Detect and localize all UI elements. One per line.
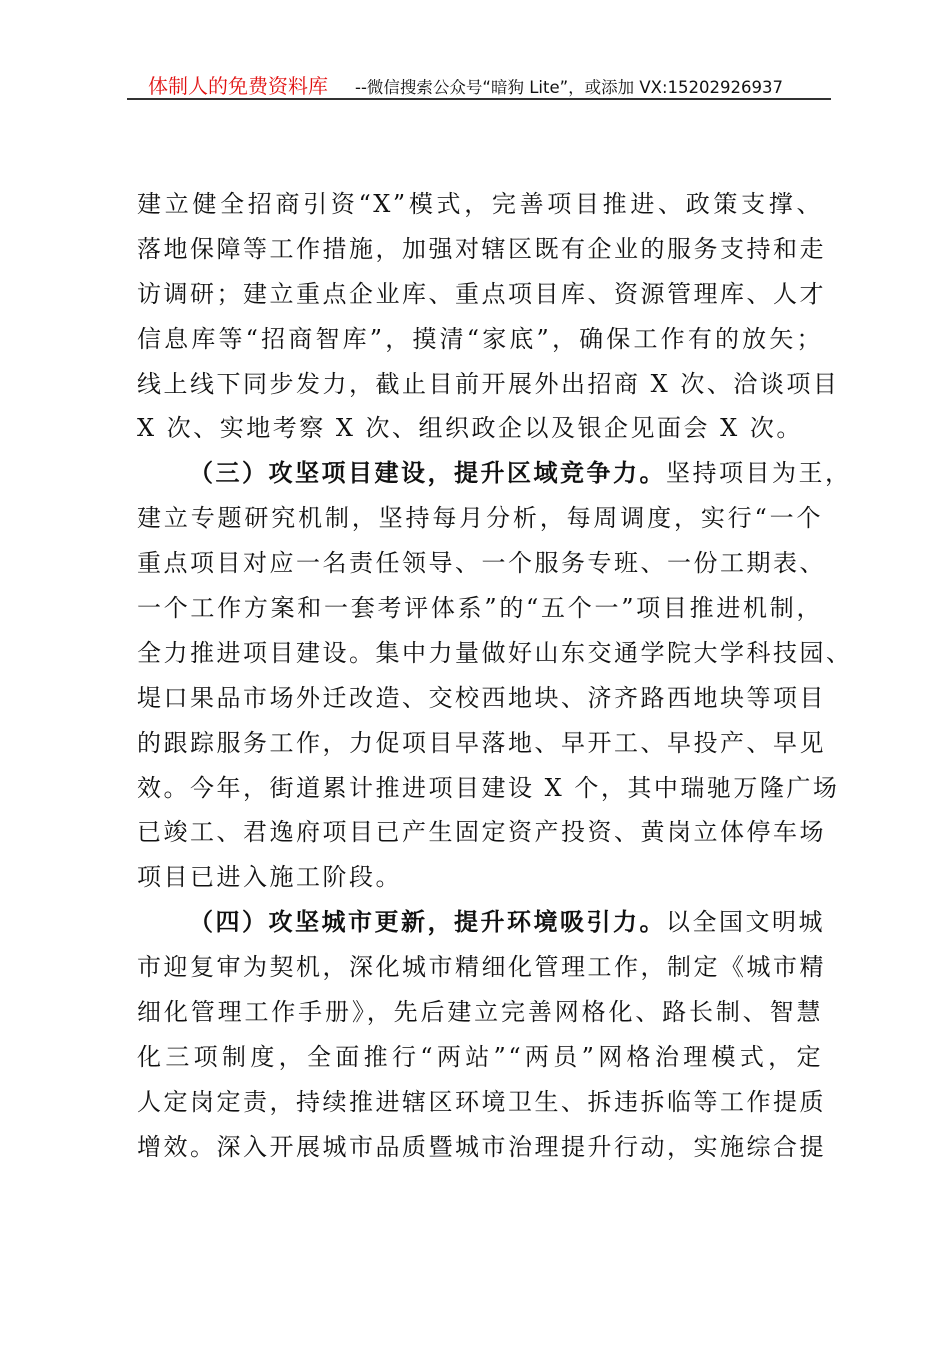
text-line: 已竣工、君逸府项目已产生固定资产投资、黄岗立体停车场 — [137, 818, 826, 847]
text-line: 建立专题研究机制，坚持每月分析，每周调度，实行“一个 — [137, 504, 823, 533]
paragraph-2 — [137, 451, 853, 900]
text-span: 以全国文明城 — [666, 908, 825, 937]
text-line: 市迎复审为契机，深化城市精细化管理工作，制定《城市精 — [137, 953, 826, 982]
text-line: 重点项目对应一名责任领导、一个服务专班、一份工期表、 — [137, 549, 826, 578]
text-line: 人定岗定责，持续推进辖区环境卫生、拆违拆临等工作提质 — [137, 1087, 826, 1116]
text-line: 效。今年，街道累计推进项目建设 X 个，其中瑞驰万隆广场 — [137, 773, 840, 802]
text-line: 访调研；建立重点企业库、重点项目库、资源管理库、人才 — [137, 279, 826, 308]
text-line: 线上线下同步发力，截止目前开展外出招商 X 次、洽谈项目 — [137, 369, 840, 398]
text-line: 全力推进项目建设。集中力量做好山东交通学院大学科技园、 — [137, 638, 853, 667]
paragraph-3 — [137, 900, 826, 1169]
text-line: 建立健全招商引资“X”模式，完善项目推进、政策支撑、 — [137, 190, 823, 218]
text-line: 信息库等“招商智库”，摸清“家底”，确保工作有的放矢； — [137, 324, 823, 353]
watermark-header — [127, 68, 831, 100]
text-line: 增效。深入开展城市品质暨城市治理提升行动，实施综合提 — [137, 1132, 826, 1161]
text-line: 化三项制度，全面推行“两站”“两员”网格治理模式，定 — [137, 1042, 823, 1071]
text-span: 坚持项目为王， — [666, 459, 852, 488]
text-line — [137, 451, 852, 496]
header-brand: 体制人的免费资料库 — [148, 74, 328, 98]
section-heading: （四）攻坚城市更新，提升环境吸引力。 — [189, 907, 666, 937]
text-line: 细化管理工作手册》，先后建立完善网格化、路长制、智慧 — [137, 998, 823, 1027]
section-heading: （三）攻坚项目建设，提升区域竞争力。 — [189, 458, 666, 488]
document-body — [137, 182, 853, 1170]
text-line: 一个工作方案和一套考评体系”的“五个一”项目推进机制， — [137, 594, 823, 623]
text-line: 项目已进入施工阶段。 — [137, 863, 402, 892]
text-line: 的跟踪服务工作，力促项目早落地、早开工、早投产、早见 — [137, 728, 826, 757]
paragraph-1 — [137, 182, 840, 451]
text-line: 堤口果品市场外迁改造、交校西地块、济齐路西地块等项目 — [137, 683, 826, 712]
text-line: 落地保障等工作措施，加强对辖区既有企业的服务支持和走 — [137, 234, 826, 263]
text-line — [137, 900, 823, 945]
text-line: X 次、实地考察 X 次、组织政企以及银企见面会 X 次。 — [137, 414, 803, 443]
header-contact-info: --微信搜索公众号“暗狗 Lite”，或添加 VX:15202926937 — [355, 78, 784, 97]
